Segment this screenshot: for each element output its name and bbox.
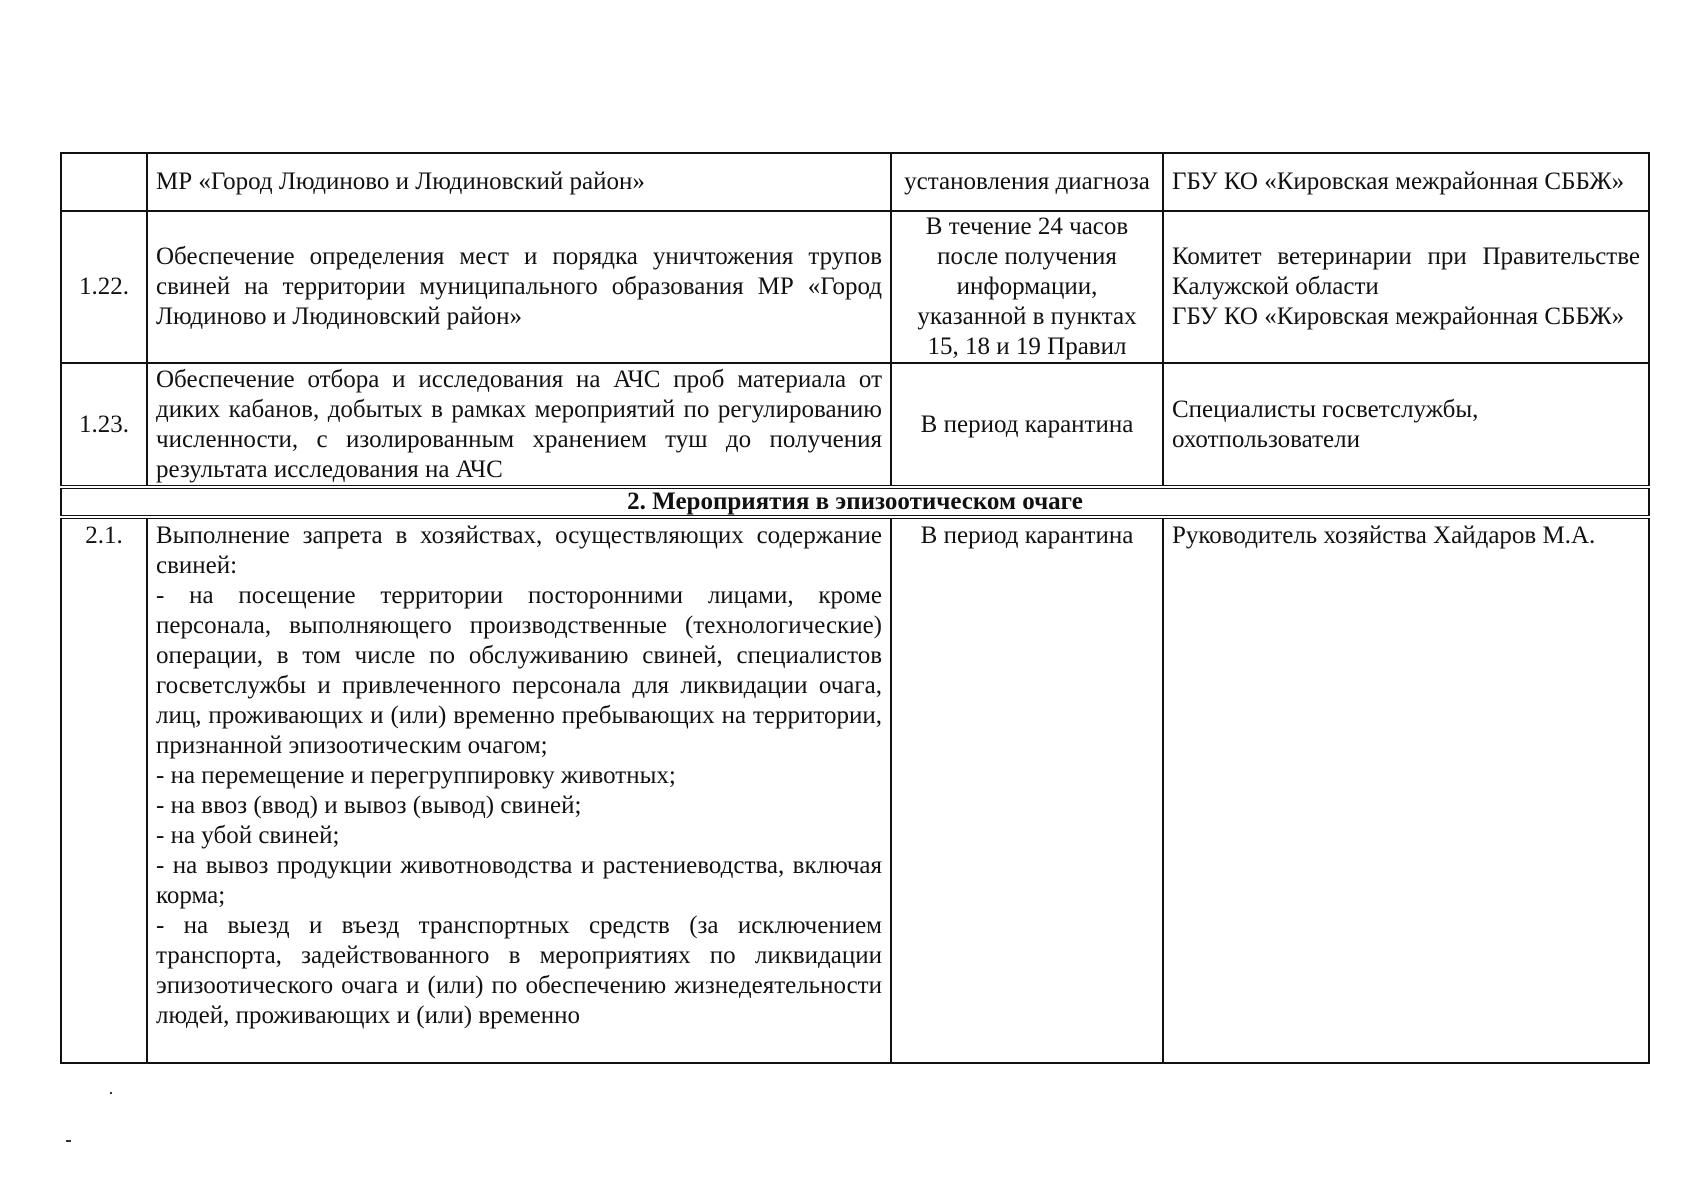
activity-paragraph: Выполнение запрета в хозяйствах, осуществляющих содержание свиней:	[156, 522, 882, 579]
row-number: 1.22.	[61, 211, 147, 363]
row-number: 2.1.	[61, 517, 147, 1063]
responsible-line: Специалисты госветслужбы,	[1172, 395, 1479, 423]
activity-cell: Обеспечение определения мест и порядка уничтожения трупов свиней на территории муниципального образования МР «Город Людиново и Людиновский район»	[147, 211, 891, 363]
section-title: 2. Мероприятия в эпизоотическом очаге	[61, 487, 1649, 517]
responsible-cell	[1163, 363, 1649, 487]
activity-paragraph: - на убой свиней;	[156, 822, 340, 849]
responsible-line: Комитет ветеринарии при Правительстве	[1172, 243, 1640, 270]
table-row	[61, 211, 1649, 363]
term-cell: В течение 24 часов после получения информации, указанной в пунктах 15, 18 и 19 Правил	[891, 211, 1163, 363]
activity-cell: МР «Город Людиново и Людиновский район»	[147, 153, 891, 211]
activity-paragraph: - на выезд и въезд транспортных средств (за исключением транспорта, задействованного в мероприятиях по ликвидации эпизоотического очага и (или) по обеспечению жизнедеятельности людей, проживающих и (или) временно	[156, 912, 882, 1029]
table-row	[61, 153, 1649, 211]
term-cell: В период карантина	[891, 363, 1163, 487]
measures-table	[60, 152, 1650, 1064]
table-row	[61, 517, 1649, 1063]
term-cell: В период карантина	[891, 517, 1163, 1063]
activity-paragraph: - на вывоз продукции животноводства и растениеводства, включая корма;	[156, 852, 882, 909]
term-cell: установления диагноза	[891, 153, 1163, 211]
responsible-cell	[1163, 211, 1649, 363]
scan-speck	[66, 1140, 71, 1142]
responsible-line: охотпользователи	[1172, 425, 1360, 453]
responsible-line: ГБУ КО «Кировская межрайонная СББЖ»	[1172, 303, 1625, 330]
scan-speck	[110, 1092, 112, 1094]
section-header-row	[61, 487, 1649, 517]
activity-cell	[147, 517, 891, 1063]
table-row	[61, 363, 1649, 487]
responsible-cell: Руководитель хозяйства Хайдаров М.А.	[1163, 517, 1649, 1063]
activity-cell: Обеспечение отбора и исследования на АЧС проб материала от диких кабанов, добытых в рамках мероприятий по регулированию численности, с изолированным хранением туш до получения результата исследования на АЧС	[147, 363, 891, 487]
activity-paragraph: - на посещение территории посторонними лицами, кроме персонала, выполняющего производственные (технологические) операции, в том числе по обслуживанию свиней, специалистов госветслужбы и привлеченного персонала для ликвидации очага, лиц, проживающих и (или) временно пребывающих на территории, признанной эпизоотическим очагом;	[156, 582, 882, 759]
activity-paragraph: - на перемещение и перегруппировку животных;	[156, 762, 676, 789]
responsible-cell: ГБУ КО «Кировская межрайонная СББЖ»	[1163, 153, 1649, 211]
responsible-line: Калужской области	[1172, 273, 1379, 300]
activity-paragraph: - на ввоз (ввод) и вывоз (вывод) свиней;	[156, 792, 582, 819]
row-number: 1.23.	[61, 363, 147, 487]
row-number	[61, 153, 147, 211]
